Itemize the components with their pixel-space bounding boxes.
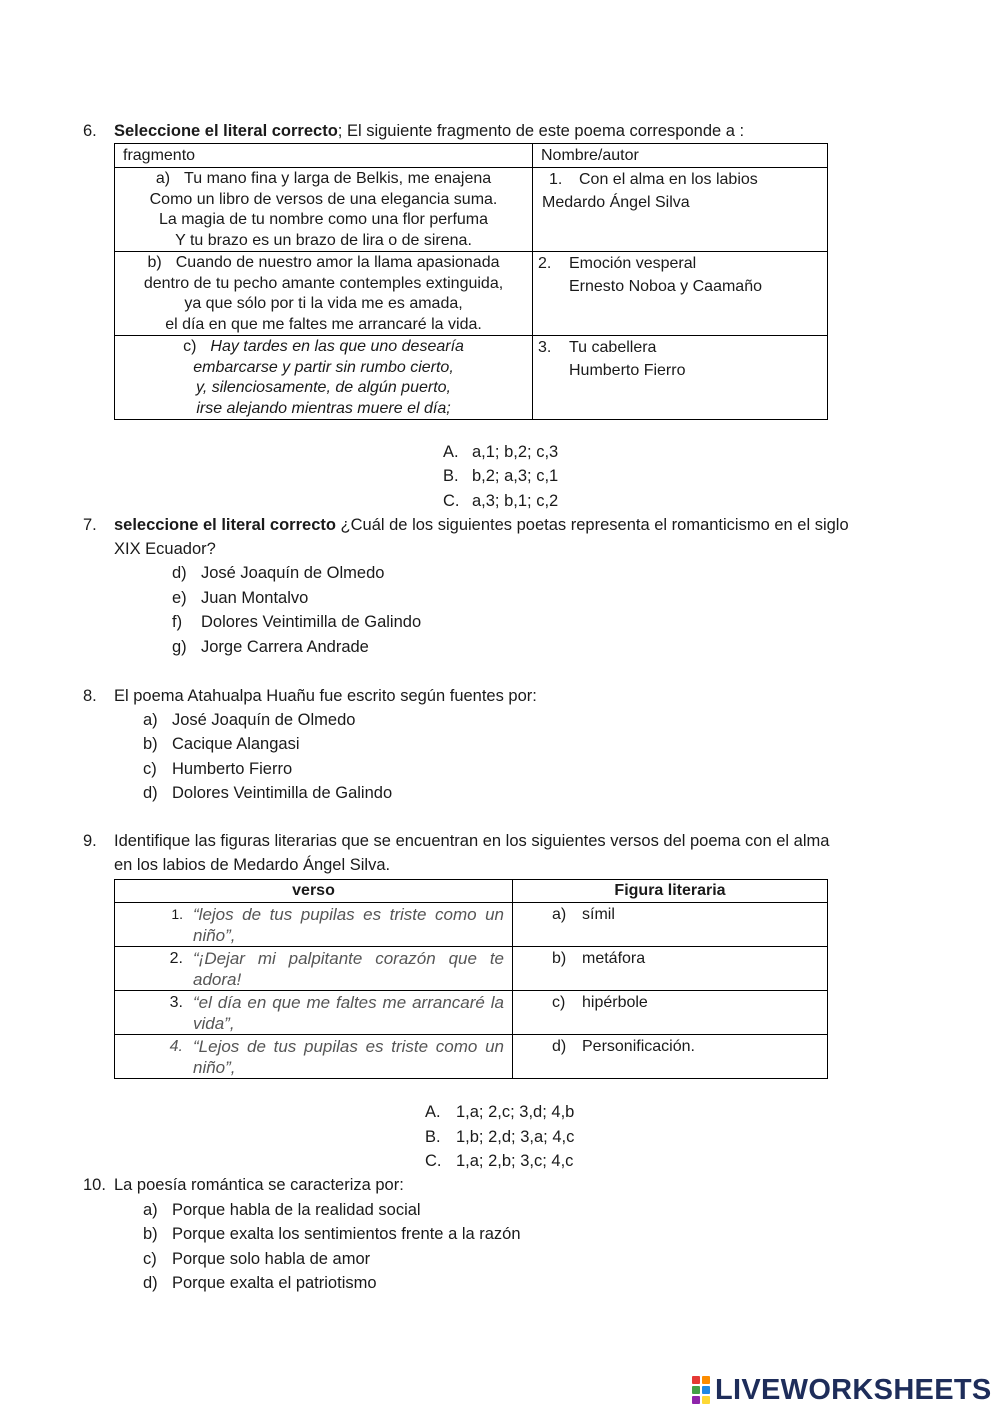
answer-option[interactable]: c) Humberto Fierro: [143, 760, 293, 778]
figure-text: símil: [582, 906, 615, 923]
table-row: 4. “Lejos de tus pupilas es triste como un niño”, d) Personificación.: [115, 1035, 828, 1079]
question-number: 7.: [83, 516, 97, 534]
answer-option[interactable]: a) José Joaquín de Olmedo: [143, 711, 356, 729]
table-row: [115, 252, 828, 336]
answer-option[interactable]: A. a,1; b,2; c,3: [443, 443, 559, 461]
table-header-author: Nombre/autor: [533, 144, 828, 168]
table-row: [115, 336, 828, 420]
question-text: Identifique las figuras literarias que se encuentran en los siguientes versos del poema con el alma: [114, 832, 830, 850]
table-row: 1. “lejos de tus pupilas es triste como un niño”, a) símil: [115, 903, 828, 947]
question-text: La poesía romántica se caracteriza por:: [114, 1176, 404, 1194]
question-text: El poema Atahualpa Huañu fue escrito según fuentes por:: [114, 687, 537, 705]
table-row: 2. “¡Dejar mi palpitante corazón que te adora! b) metáfora: [115, 947, 828, 991]
table-header-fragment: fragmento: [115, 144, 533, 168]
table-header-verse: verso: [115, 880, 513, 903]
answer-option[interactable]: A. 1,a; 2,c; 3,d; 4,b: [425, 1103, 575, 1121]
answer-option[interactable]: b) Porque exalta los sentimientos frente a la razón: [143, 1225, 521, 1243]
answer-option[interactable]: e) Juan Montalvo: [172, 589, 309, 607]
answer-option[interactable]: d) Dolores Veintimilla de Galindo: [143, 784, 393, 802]
question-instruction: Seleccione el literal correcto: [114, 122, 338, 140]
verse-text: “lejos de tus pupilas es triste como un niño”,: [193, 905, 504, 945]
figure-text: metáfora: [582, 950, 646, 967]
figure-text: Personificación.: [582, 1038, 695, 1055]
fragment-cell: a) Tu mano fina y larga de Belkis, me enajena Como un libro de versos de una elegancia suma. La magia de tu nombre como una flor perfuma Y tu brazo es un brazo de lira o de sirena.: [115, 168, 533, 252]
answer-option[interactable]: d) José Joaquín de Olmedo: [172, 564, 385, 582]
question-text: ¿Cuál de los siguientes poetas representa el romanticismo en el siglo: [335, 516, 849, 534]
answer-option[interactable]: B. 1,b; 2,d; 3,a; 4,c: [425, 1128, 575, 1146]
author-cell: 1. Con el alma en los labios Medardo Ángel Silva: [533, 168, 828, 252]
author-cell: 2. Emoción vesperal Ernesto Noboa y Caamaño: [533, 252, 828, 336]
question-number: 10.: [83, 1176, 106, 1194]
answer-option[interactable]: a) Porque habla de la realidad social: [143, 1201, 421, 1219]
question-number: 9.: [83, 832, 97, 850]
table-row: [115, 168, 828, 252]
verse-text: “Lejos de tus pupilas es triste como un niño”,: [193, 1037, 504, 1077]
liveworksheets-logo: [692, 1374, 992, 1406]
table-header-figure: Figura literaria: [513, 880, 828, 903]
answer-option[interactable]: C. a,3; b,1; c,2: [443, 492, 559, 510]
verse-figure-table: [114, 879, 828, 1079]
answer-option[interactable]: b) Cacique Alangasi: [143, 735, 300, 753]
figure-text: hipérbole: [582, 994, 648, 1011]
verse-text: “el día en que me faltes me arrancaré la vida”,: [193, 993, 504, 1033]
answer-option[interactable]: d) Porque exalta el patriotismo: [143, 1274, 377, 1292]
question-text: ; El siguiente fragmento de este poema corresponde a :: [337, 122, 745, 140]
answer-option[interactable]: C. 1,a; 2,b; 3,c; 4,c: [425, 1152, 574, 1170]
fragment-cell: c) Hay tardes en las que uno desearía embarcarse y partir sin rumbo cierto, y, silenciosamente, de algún puerto, irse alejando mientras muere el día;: [115, 336, 533, 420]
question-number: 8.: [83, 687, 97, 705]
question-number: 6.: [83, 122, 97, 140]
fragment-cell: b) Cuando de nuestro amor la llama apasionada dentro de tu pecho amante contemples extinguida, ya que sólo por ti la vida me es amada, el día en que me faltes me arrancaré la vida.: [115, 252, 533, 336]
answer-option[interactable]: g) Jorge Carrera Andrade: [172, 638, 369, 656]
logo-icon: [692, 1376, 710, 1404]
author-cell: 3. Tu cabellera Humberto Fierro: [533, 336, 828, 420]
answer-option[interactable]: B. b,2; a,3; c,1: [443, 467, 559, 485]
answer-option[interactable]: f) Dolores Veintimilla de Galindo: [172, 613, 422, 631]
answer-option[interactable]: c) Porque solo habla de amor: [143, 1250, 371, 1268]
verse-text: “¡Dejar mi palpitante corazón que te adora!: [193, 949, 504, 989]
logo-text: LIVEWORKSHEETS: [715, 1373, 992, 1406]
table-row: 3. “el día en que me faltes me arrancaré la vida”, c) hipérbole: [115, 991, 828, 1035]
fragment-author-table: [114, 143, 828, 420]
question-instruction: seleccione el literal correcto: [114, 516, 336, 534]
